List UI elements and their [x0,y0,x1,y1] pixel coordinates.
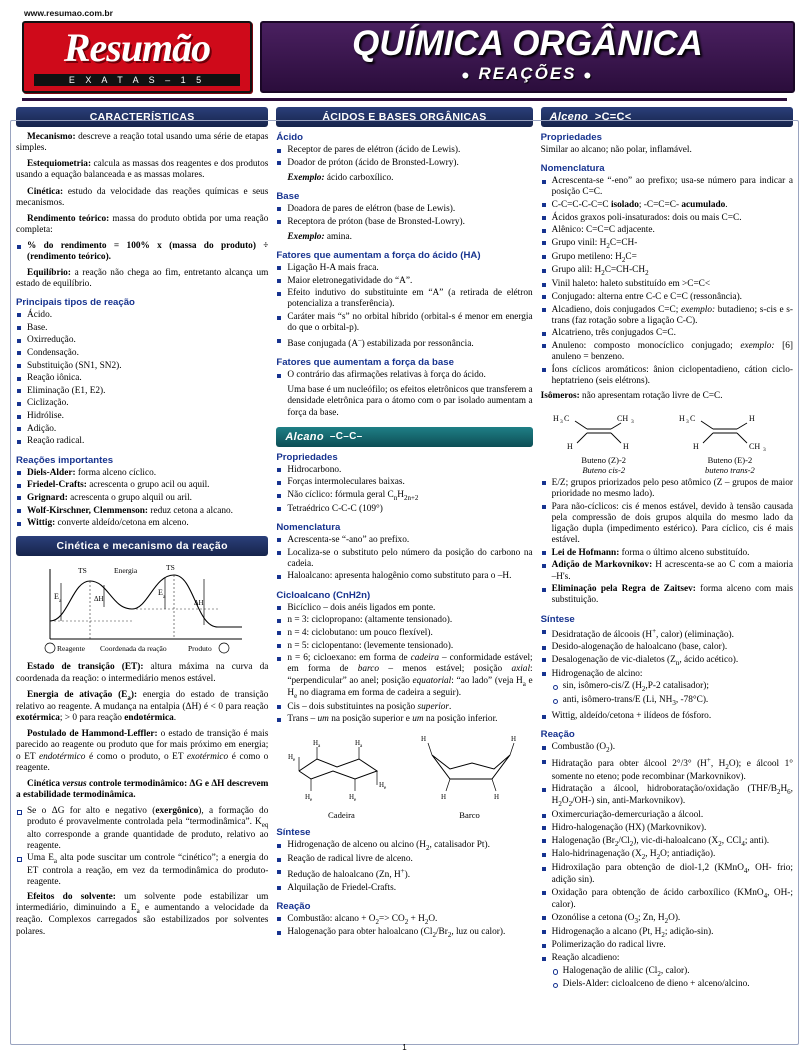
heading-alceno-reacao: Reação [540,729,575,741]
list-item: Wittig: converte aldeído/cetona em alceno. [16,518,268,529]
svg-text:E: E [54,592,60,602]
heading-acido: Ácido [276,132,304,143]
list-item: Acrescenta-se “-ano” ao prefixo. [276,535,532,546]
list-item: Reação radical. [16,436,268,447]
list-item: Vinil haleto: haleto substituído em >C=C< [541,279,793,290]
boat-caption: Barco [459,810,480,821]
text-cinetica: estudo da velocidade das reações químicas e seus mecanismos. [16,186,269,208]
list-item: Uma $E_a$ alta pode suscitar um controle “cinético”; a energia do ET controla a reação, em vez da termodinâmica do produto-reagente. [16,853,268,888]
list-alcano-propriedades [276,465,532,515]
heading-alcano-sintese: Síntese [276,827,311,839]
svg-text:Energia: Energia [114,566,138,576]
logo-box [22,21,252,93]
text-ham3: é como o reagente. [16,751,269,773]
list-item: Grignard: acrescenta o grupo alquil ou aril. [16,493,268,504]
svg-text:H: H [748,414,755,424]
list-item: Hidrogenação de alceno ou alcino ($H_2$, catalisador Pt). [276,840,532,852]
text-et: altura máxima na curva da coordenada da reação: o intermediário menos estável. [16,662,269,684]
column-1 [16,107,268,995]
list-item [16,241,268,263]
list-acido [276,145,532,169]
chair-figure [285,729,397,820]
list-item: Receptora de próton (base de Bronsted-Lowry). [276,217,532,228]
list-cicloalcano [276,603,532,726]
list-item: Oximercuriação-demercuriação a álcool. [541,810,793,821]
svg-text:H: H [678,414,685,424]
list-item: O contrário das afirmações relativas à força do ácido. [276,370,532,381]
list-item: Hidratação para obter álcool 2°/3° (H+, $H_2O$); e álcool 1° somente no eteno; pode recombinar (Markovnikov). [541,756,793,783]
page-subtitle [262,64,793,85]
list-item: Forças intermoleculares baixas. [276,477,532,488]
section-caracteristicas-bar: CARACTERÍSTICAS [16,107,268,127]
list-item: C-C=C-C-C=C isolado; -C=C=C- acumulado. [541,200,793,211]
chair-caption: Cadeira [328,810,355,821]
site-url: www.resumao.com.br [24,8,113,18]
heading-cicloalcano: Cicloalcano (CnH2n) [276,589,371,601]
alceno-title: Alceno [549,111,589,123]
list-alcano-reacao [276,914,532,940]
label-hammond: Postulado de Hammond-Leffler: [27,729,158,740]
svg-text:TS: TS [166,563,175,573]
list-reacoes-importantes [16,468,268,530]
heading-tipos-reacao: Principais tipos de reação [16,296,135,308]
svg-text:E: E [158,588,164,598]
boat-figure [416,729,524,820]
text-ham2: é como o produto, o ET [85,751,187,762]
trans-structure [677,407,783,476]
svg-text:H: H [305,793,311,802]
list-item: Base conjugada (A–) estabilizada por ressonância. [276,336,532,350]
list-alcano-nomenclatura [276,535,532,583]
svg-text:3: 3 [762,447,766,454]
svg-text:H: H [379,781,385,790]
list-item: Grupo alil: $H_2C=CH-CH_2$ [541,265,793,277]
svg-text:H: H [566,442,573,452]
svg-text:Coordenada da reação: Coordenada da reação [100,644,167,654]
para-energia-ativacao [16,690,268,725]
list-item: Desalogenação de vic-dialetos ($Z_n$, ácido acético). [541,655,793,667]
text-hammond: o estado de transição é mais parecido ao reagente ou produto que for mais próximo em energia; o ET [16,729,269,762]
list-item: Desido-alogenação de haloalcano (base, calor). [541,642,793,653]
trans-caption [677,456,783,476]
list-item: Friedel-Crafts: acrescenta o grupo acil ou aquil. [16,480,268,491]
list-item: Localiza-se o substituto pelo número da posição do carbono na cadeia. [276,548,532,570]
list-item: Polimerização do radical livre. [541,940,793,951]
svg-text:a: a [59,598,62,605]
alceno-formula: >C=C< [594,111,632,123]
svg-text:Produto: Produto [188,644,212,654]
svg-text:C: C [689,414,696,424]
list-item: Hidrocarbono. [276,465,532,476]
list-item: Acrescenta-se “-eno” ao prefixo; usa-se número para indicar a posição C=C. [541,176,793,198]
list-item: Alcatrieno, três conjugados C=C. [541,328,793,339]
trans-caption-1: Buteno (E)-2 [707,455,753,466]
text-ham-i1: endotérmico [38,751,86,762]
para-acido-exemplo [287,173,532,184]
page-title: QUÍMICA ORGÂNICA [352,24,703,63]
section-acidos-bases-bar: ÁCIDOS E BASES ORGÂNICAS [276,107,532,127]
text-equilibrio: a reação não chega ao fim, entretanto alcança um estado de equilíbrio. [16,267,269,289]
heading-fatores-acido: Fatores que aumentam a força do ácido (HA) [276,249,481,261]
para-equilibrio [16,268,268,290]
list-item: Ácidos graxos poli-insaturados: dois ou mais C=C. [541,213,793,224]
list-item: Eliminação (E1, E2). [16,386,268,397]
list-item: Lei de Hofmann: forma o último alceno substituído. [541,548,793,559]
list-item: Para não-cíclicos: cis é menos estável, devido à tensão causada pela compressão de dois grupos alquila do mesmo lado da ligação dupla (impedimento estérico). Para cíclico, cis é mais estável. [541,502,793,547]
list-item: Redução de haloalcano (Zn, H+). [276,867,532,881]
svg-text:H: H [313,739,319,748]
isomer-structures [541,407,793,476]
heading-fatores-base: Fatores que aumentam a força da base [276,357,454,369]
list-item: n = 3: ciclopropano: (altamente tensionado). [276,615,532,626]
list-fatores-base [276,370,532,381]
heading-alcano-propriedades: Propriedades [276,451,338,463]
list-rendimento [16,241,268,263]
list-item: Reação alcadieno: [541,953,793,964]
text-ea3: . [173,713,177,724]
list-alceno-sintese-sub [552,681,793,707]
svg-text:a: a [318,744,321,750]
list-item: anti, isômero-trans/E (Li, $NH_3$, -78°C). [552,695,793,707]
list-item: Combustão $(O_2)$. [541,742,793,754]
list-item: Não cíclico: fórmula geral $C_nH_{2n+2}$ [276,490,532,502]
label-efeitos: Efeitos do solvente: [27,891,116,902]
list-item: Base. [16,323,268,334]
para-cinetica-versus [16,779,268,801]
list-item: Anuleno: composto monocíclico conjugado; exemplo: [6] anuleno = benzeno. [541,341,793,363]
list-item: Ácido. [16,310,268,321]
list-item: Diels-Alder: forma alceno cíclico. [16,468,268,479]
heading-base: Base [276,190,300,202]
trans-caption-2: buteno trans-2 [704,465,755,476]
list-item: Haloalcano: apresenta halogênio como substituto para o –H. [276,571,532,582]
svg-text:H: H [692,442,699,452]
para-base-exemplo [287,232,532,243]
para-estado-transicao [16,662,268,684]
list-item: Halogenação para obter haloalcano ($Cl_2/Br_2$, luz ou calor). [276,927,532,939]
list-item: Halogenação de alilic ($Cl_2$, calor). [552,966,793,978]
heading-alceno-nomenclatura: Nomenclatura [540,163,605,175]
heading-alceno-propriedades: Propriedades [540,132,602,143]
list-item: Alênico: C=C=C adjacente. [541,225,793,236]
list-item: Grupo metileno: $H_2C=$ [541,252,793,264]
svg-text:H: H [420,735,426,744]
list-cinetica-versus [16,806,268,888]
text-mecanismo: descreve a reação total usando uma série de etapas simples. [16,132,269,154]
list-item: Conjugado: alterna entre C-C e C=C (ressonância). [541,292,793,303]
label-isomeros: Isômeros: [540,391,580,402]
list-item: Substituição (SN1, SN2). [16,361,268,372]
text-acido-exemplo: ácido carboxílico. [324,172,394,183]
bullet-dot-right: ● [583,66,594,83]
text-ham-i2: exotérmico [186,751,229,762]
text-alceno-propriedades: Similar ao alcano; não polar, inflamável. [540,145,692,155]
title-box [260,21,795,93]
para-efeitos-solvente [16,892,268,938]
label-cinetica: Cinética: [27,186,64,197]
heading-reacoes-importantes: Reações importantes [16,454,114,466]
list-item: Trans – um na posição superior e um na posição inferior. [276,714,532,725]
svg-text:H: H [552,414,559,424]
list-item: Desidratação de álcoois (H+, calor) (eliminação). [541,627,793,641]
text-exo: exotérmica [16,713,60,724]
list-tipos-reacao [16,310,268,448]
text-rendimento: massa do produto obtida por uma reação completa: [16,213,269,236]
svg-text:3: 3 [559,419,563,426]
list-item: Condensação. [16,348,268,359]
svg-text:3: 3 [685,419,689,426]
list-fatores-acido [276,263,532,350]
text-estequiometria: calcula as massas dos reagentes e dos produtos usando a equação balanceada e as massas molares. [16,159,269,181]
list-alceno-regras [541,478,793,607]
list-alceno-sintese [541,627,793,723]
svg-text:Reagente: Reagente [57,644,86,654]
heading-alcano-nomenclatura: Nomenclatura [276,521,341,533]
list-item: E/Z; grupos priorizados pelo peso atômico (Z – grupos de maior prioridade no mesmo lado). [541,478,793,500]
svg-text:H: H [288,753,294,762]
label-base-exemplo: Exemplo: [287,231,325,242]
list-item: n = 5: ciclopentano: (levemente tensionado). [276,641,532,652]
label-cvt: Cinética [27,778,63,789]
alcano-formula: –C–C– [329,431,363,443]
text-isomeros: não apresentam rotação livre de C=C. [579,391,723,402]
page-number: 1 [402,1043,407,1052]
list-item: Hidrogenação a alcano (Pt, $H_2$; adição-sin). [541,927,793,939]
list-item: Wolf-Kirschner, Clemmenson: reduz cetona a alcano. [16,506,268,517]
rendimento-formula: % do rendimento = 100% x (massa do produto) ÷ (rendimento teórico). [27,241,269,263]
label-acido-exemplo: Exemplo: [287,172,325,183]
list-item: Alquilação de Friedel-Crafts. [276,883,532,894]
header-rule [22,98,787,101]
svg-text:H: H [349,793,355,802]
list-item: Eliminação pela Regra de Zaitsev: forma alceno com mais substituição. [541,584,793,606]
para-hammond [16,729,268,774]
list-item: Grupo vinil: $H_2C=CH-$ [541,238,793,250]
page-subtitle-text: REAÇÕES [478,64,577,83]
list-item: Hidrólise. [16,411,268,422]
text-ea: energia do estado de transição relativo ao reagente. A mudança na entalpia (ΔH) é < 0 para reação [16,689,269,712]
list-item: n = 4: ciclobutano: um pouco flexível). [276,628,532,639]
content-columns [10,107,799,995]
para-estequiometria [16,159,268,181]
text-base-exemplo: amina. [324,231,352,242]
list-item: Adição de Markovnikov: H acrescenta-se ao C com a maioria –H's. [541,560,793,582]
cis-caption [551,456,657,476]
list-item: sin, isômero-cis/Z ($H_2,P-2$ catalisador); [552,681,793,693]
heading-alceno-sintese: Síntese [540,613,575,625]
label-estequiometria: Estequiometria: [27,159,92,170]
list-item: Efeito indutivo do substituinte em “A” (a retirada de elétron potencializa a transferência). [276,288,532,310]
list-alceno-nomenclatura [541,176,793,387]
list-item: Tetraédrico C-C-C (109°) [276,504,532,515]
list-item: Reação iônica. [16,373,268,384]
list-item: n = 6; cicloexano: em forma de cadeira – conformidade estável; em forma de barco – menos estável; posição axial: “perpendicular” ao anel; posição equatorial: “ao lado” (veja $H_a$ e $H_e$ no diagrama em forma de cadeira a seguir). [276,653,532,700]
cis-structure [551,407,657,476]
list-base [276,204,532,228]
list-item: Ciclização. [16,398,268,409]
svg-text:C: C [563,414,570,424]
list-item: Halogenação $(Br_2/Cl_2)$, vic-di-haloalcano ($X_2$, CCl$_4$; anti). [541,836,793,848]
cis-caption-1: Buteno (Z)-2 [581,455,627,466]
list-item: Diels-Alder: cicloalceno de dieno + alceno/alcino. [552,979,793,990]
text-ea2: ; > 0 para reação [59,713,125,724]
para-base-nucleofilo: Uma base é um nucleófilo; os efeitos eletrônicos que transferem a densidade eletrônica para o átomo com o par isolado aumentam a força da base. [287,385,533,418]
list-item: Combustão: alcano + $O_2=> CO_2 + H_2O$. [276,914,532,926]
list-item: Hidroxilação para obtenção de diol-1,2 (KMnO$_4$, OH- frio; adição sin). [541,863,793,886]
energy-diagram [16,561,268,657]
list-alceno-reacao [541,742,793,990]
label-et: Estado de transição (ET): [27,662,144,673]
list-alcano-sintese [276,840,532,893]
list-item: Bicíclico – dois anéis ligados em ponte. [276,603,532,614]
label-ea: Energia de ativação $(E_a)$: [27,689,138,702]
svg-text:a: a [360,744,363,750]
list-item: Reação de radical livre de alceno. [276,854,532,865]
para-cinetica [16,187,268,209]
section-cinetica-bar: Cinética e mecanismo da reação [16,536,268,556]
list-item: Receptor de pares de elétron (ácido de Lewis). [276,145,532,156]
logo-title: Resumão [63,25,211,70]
list-alceno-reacao-sub [552,966,793,991]
list-item: Oxidação para obtenção de ácido carboxílico (KMnO$_4$, OH-; calor). [541,888,793,911]
label-rendimento: Rendimento teórico: [27,213,110,224]
label-equilibrio: Equilíbrio: [27,267,71,278]
svg-text:CH: CH [616,414,628,424]
para-rendimento [16,214,268,236]
svg-text:TS: TS [78,566,87,576]
section-alceno-bar [541,107,793,127]
list-item: Hidrogenação de alcino: [541,669,793,680]
svg-text:H: H [493,793,499,802]
label-mecanismo: Mecanismo: [27,132,76,142]
bullet-dot-left: ● [461,66,472,83]
para-isomeros [541,391,793,402]
alcano-title: Alcano [285,430,324,443]
logo-subtitle: E X A T A S – 1 5 [34,74,240,86]
list-item: Maior eletronegatividade do “A”. [276,276,532,287]
list-item: Oxirredução. [16,335,268,346]
svg-text:ΔH: ΔH [94,595,104,604]
svg-text:e: e [354,798,357,804]
list-item: Doadora de pares de elétron (base de Lewis). [276,204,532,215]
list-item: Ligação H-A mais fraca. [276,263,532,274]
cis-caption-2: Buteno cis-2 [582,465,626,476]
column-3 [541,107,793,995]
svg-text:e: e [310,798,313,804]
svg-text:H: H [355,739,361,748]
svg-text:H: H [440,793,446,802]
svg-text:3: 3 [630,419,634,426]
page-header [14,21,795,95]
list-item: Caráter mais “s” no orbital híbrido (orbital-s é menor em energia do que o orbital-p). [276,312,532,334]
heading-alcano-reacao: Reação [276,900,311,912]
text-efeitos: um solvente pode estabilizar um intermediário, diminuindo a $E_a$ e aumentando a velocidade da reação. Complexos carregados são estabilizados por solventes polares. [16,891,269,937]
label-cvt2: controle termodinâmico: ΔG e ΔH descrevem a estabilidade termodinâmica. [16,778,269,801]
list-item: Ozonólise a cetona ($O_3$; Zn, $H_2O$). [541,913,793,925]
list-item: Íons cíclicos aromáticos: ânion ciclopentadieno, cátion ciclo-heptatrieno (seis elétrons). [541,365,793,387]
svg-text:CH: CH [748,442,761,452]
list-item: Se o ΔG for alto e negativo (exergônico), a formação do produto é provavelmente controlada pela “termodinâmica”. $K_{eq}$ alto corresponde a grande quantidade de produto, relativo ao reagente. [16,806,268,852]
list-item: Halo-hidrinagenação ($X_2$, $H_2O$; antiadição). [541,849,793,861]
svg-text:ΔH: ΔH [194,599,204,608]
list-item: Adição. [16,424,268,435]
svg-text:e: e [384,786,387,792]
list-item: Hidratação a álcool, hidroboratação/oxidação ($THF/B_2H_6$, $H_2O_2/OH-$) sin, anti-Markovnikov). [541,784,793,809]
list-item: Wittig, aldeído/cetona + ilídeos de fósforo. [541,711,793,722]
column-2 [276,107,532,995]
svg-text:H: H [510,735,516,744]
list-item: Cis – dois substituintes na posição superior. [276,702,532,713]
text-endo: endotérmica [124,713,174,724]
section-alcano-bar [276,427,532,447]
svg-text:H: H [622,442,629,452]
label-cvt-versus: versus [62,778,87,789]
list-item: Doador de próton (ácido de Bronsted-Lowry). [276,158,532,169]
list-item: Alcadieno, dois conjugados C=C; exemplo: butadieno; s-cis e s-trans (faz rotação sobre a ligação C-C). [541,305,793,327]
svg-text:e: e [293,758,296,764]
para-mecanismo [16,132,268,154]
list-item: Hidro-halogenação (HX) (Markovnikov). [541,823,793,834]
svg-text:a: a [163,594,166,601]
chair-boat-figure [276,729,532,820]
